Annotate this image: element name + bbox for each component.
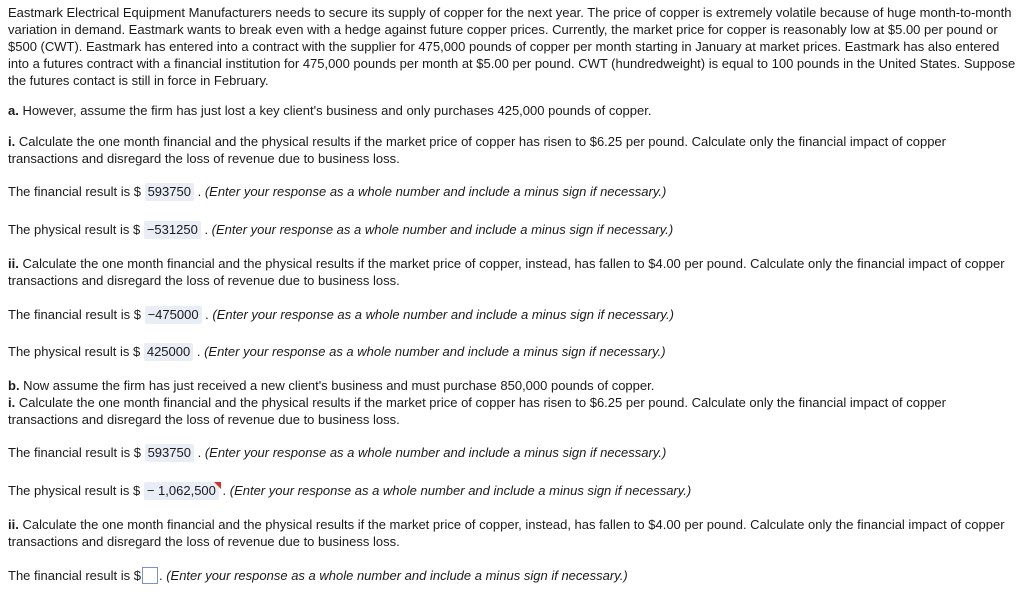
period: .: [193, 344, 205, 359]
part-b-label: b.: [8, 378, 20, 393]
part-a-ii-question: [8, 255, 1018, 289]
a-ii-physical-row: [8, 343, 1018, 361]
period: .: [158, 568, 167, 583]
result-prefix: The financial result is $: [8, 307, 145, 322]
result-prefix: The financial result is $: [8, 445, 145, 460]
a-ii-financial-row: [8, 306, 1018, 324]
problem-intro: Eastmark Electrical Equipment Manufacturers needs to secure its supply of copper for the next year. The price of copper is extremely volatile because of huge month-to-month variation in demand. Eastmark wants to break even with a hedge against future copper prices. Currently, the market price for copper is reasonably low at $5.00 per pound or $500 (CWT). Eastmark has entered into a contract with the supplier for 475,000 pounds of copper per month starting in January at market prices. Eastmark has also entered into a futures contract with a financial institution for 475,000 pounds per month at $5.00 per pound. CWT (hundredweight) is equal to 100 pounds in the United States. Suppose the futures contact is still in force in February.: [8, 5, 1016, 88]
part-a-ii-label: ii.: [8, 256, 19, 271]
response-instruction: (Enter your response as a whole number and include a minus sign if necessary.): [204, 344, 666, 359]
a-i-financial-row: [8, 183, 1018, 201]
response-instruction: (Enter your response as a whole number and include a minus sign if necessary.): [212, 307, 674, 322]
response-instruction: (Enter your response as a whole number and include a minus sign if necessary.): [211, 222, 674, 237]
period: .: [193, 445, 205, 460]
part-b-text: Now assume the firm has just received a new client's business and must purchase 850,000 pounds of copper.: [19, 378, 655, 393]
result-prefix: The physical result is $: [8, 222, 144, 237]
period: .: [218, 483, 230, 498]
part-b-ii-label: ii.: [8, 517, 19, 532]
part-b-statement: [8, 377, 1018, 394]
part-b-ii-question: [8, 516, 1018, 550]
a-ii-physical-answer[interactable]: 425000: [144, 343, 193, 361]
result-prefix: The financial result is $: [8, 568, 141, 583]
period: .: [200, 222, 212, 237]
part-a-i-question: [8, 133, 1018, 167]
a-ii-financial-answer[interactable]: −475000: [145, 306, 202, 324]
b-i-physical-row: [8, 482, 1018, 500]
part-b-ii-text: Calculate the one month financial and the physical results if the market price of copper, instead, has fallen to $4.00 per pound. Calculate only the financial impact of copper transactions and disregard the loss of revenue due to business loss.: [8, 517, 1005, 549]
period: .: [201, 307, 213, 322]
part-a-statement: [8, 102, 1018, 119]
part-b-i-text: Calculate the one month financial and the physical results if the market price of copper has risen to $6.25 per pound. Calculate only the financial impact of copper transactions and disregard the loss of revenue due to business loss.: [8, 395, 946, 427]
part-a-ii-text: Calculate the one month financial and the physical results if the market price of copper, instead, has fallen to $4.00 per pound. Calculate only the financial impact of copper transactions and disregard the loss of revenue due to business loss.: [8, 256, 1005, 288]
response-instruction: (Enter your response as a whole number and include a minus sign if necessary.): [166, 568, 628, 583]
result-prefix: The physical result is $: [8, 483, 144, 498]
response-instruction: (Enter your response as a whole number and include a minus sign if necessary.): [229, 483, 692, 498]
result-prefix: The physical result is $: [8, 344, 144, 359]
part-a-i-label: i.: [8, 134, 16, 149]
b-i-physical-answer[interactable]: − 1,062,500: [144, 482, 219, 500]
b-i-financial-answer[interactable]: 593750: [145, 444, 194, 462]
response-instruction: (Enter your response as a whole number and include a minus sign if necessary.): [204, 445, 667, 460]
part-a-text: However, assume the firm has just lost a key client's business and only purchases 425,000 pounds of copper.: [18, 103, 652, 118]
b-ii-financial-row: [8, 567, 1018, 584]
part-b-i-question: [8, 394, 1018, 428]
period: .: [193, 184, 205, 199]
result-prefix: The financial result is $: [8, 184, 145, 199]
a-i-physical-row: [8, 221, 1018, 239]
part-a-label: a.: [8, 103, 19, 118]
part-a-i-text: Calculate the one month financial and the physical results if the market price of copper has risen to $6.25 per pound. Calculate only the financial impact of copper transactions and disregard the loss of revenue due to business loss.: [8, 134, 946, 166]
b-i-financial-row: [8, 444, 1018, 462]
part-b-i-label: i.: [8, 395, 16, 410]
b-ii-financial-input[interactable]: [142, 567, 158, 584]
a-i-financial-answer[interactable]: 593750: [145, 183, 194, 201]
a-i-physical-answer[interactable]: −531250: [144, 221, 201, 239]
response-instruction: (Enter your response as a whole number and include a minus sign if necessary.): [204, 184, 667, 199]
